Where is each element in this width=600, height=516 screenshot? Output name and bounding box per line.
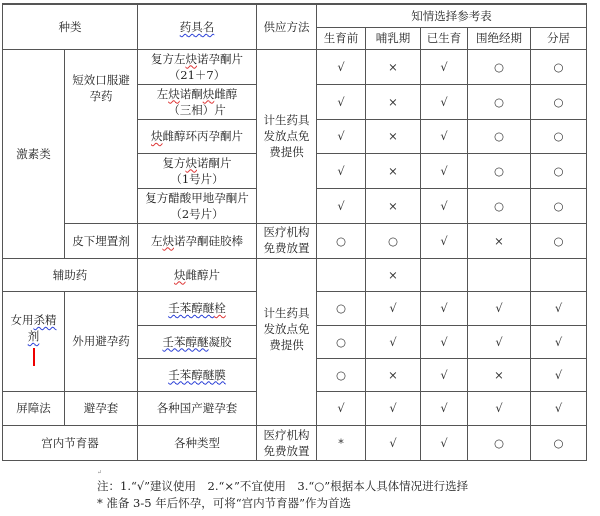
drug-name: 左炔诺孕酮硅胶棒 bbox=[138, 223, 257, 258]
header-category: 种类 bbox=[3, 4, 138, 49]
mark-cell: √ bbox=[421, 358, 468, 391]
mark-cell: √ bbox=[421, 153, 468, 188]
drug-name: 复方炔诺酮片 （1号片） bbox=[138, 153, 257, 188]
mark-cell: √ bbox=[531, 325, 587, 358]
mark-cell: × bbox=[366, 49, 421, 84]
mark-cell bbox=[468, 258, 531, 291]
mark-cell: √ bbox=[421, 49, 468, 84]
mark-cell: √ bbox=[317, 84, 366, 119]
col-separated: 分居 bbox=[531, 27, 587, 49]
mark-cell: * bbox=[317, 425, 366, 460]
mark-cell: × bbox=[468, 223, 531, 258]
mark-cell: √ bbox=[366, 425, 421, 460]
supply-family-planning: 计生药具 发放点免 费提供 bbox=[257, 49, 317, 223]
mark-cell: √ bbox=[421, 291, 468, 325]
supply-medical-2: 医疗机构 免费放置 bbox=[257, 425, 317, 460]
mark-cell bbox=[421, 258, 468, 291]
mark-cell: √ bbox=[317, 188, 366, 223]
mark-cell: ○ bbox=[468, 425, 531, 460]
supply-family-planning-2: 计生药具 发放点免 费提供 bbox=[257, 258, 317, 425]
mark-cell: ○ bbox=[531, 84, 587, 119]
col-perimenopause: 围绝经期 bbox=[468, 27, 531, 49]
note-iud: * 准备 3-5 年后怀孕，可将“宫内节育器”作为首选 bbox=[97, 496, 351, 510]
col-lactation: 哺乳期 bbox=[366, 27, 421, 49]
mark-cell: √ bbox=[421, 325, 468, 358]
group-short-oral: 短效口服避 孕药 bbox=[65, 49, 138, 223]
mark-cell: × bbox=[366, 258, 421, 291]
mark-cell: ○ bbox=[468, 49, 531, 84]
mark-cell: × bbox=[366, 84, 421, 119]
supply-medical: 医疗机构 免费放置 bbox=[257, 223, 317, 258]
mark-cell: √ bbox=[468, 291, 531, 325]
mark-cell: √ bbox=[317, 49, 366, 84]
group-auxiliary: 辅助药 bbox=[3, 258, 138, 291]
mark-cell: √ bbox=[421, 425, 468, 460]
mark-cell: ○ bbox=[317, 358, 366, 391]
table-row bbox=[3, 258, 587, 291]
mark-cell: ○ bbox=[531, 119, 587, 153]
mark-cell: √ bbox=[468, 325, 531, 358]
col-post-birth: 已生育 bbox=[421, 27, 468, 49]
mark-cell: × bbox=[366, 119, 421, 153]
group-implant: 皮下埋置剂 bbox=[65, 223, 138, 258]
text-cursor bbox=[33, 348, 35, 366]
group-barrier: 屏障法 bbox=[3, 391, 65, 425]
drug-name: 壬苯醇醚栓 bbox=[138, 291, 257, 325]
drug-name: 炔雌醇片 bbox=[138, 258, 257, 291]
mark-cell: ○ bbox=[468, 153, 531, 188]
col-before-birth: 生育前 bbox=[317, 27, 366, 49]
note-legend: 注：1.“√”建议使用 2.“×”不宜使用 3.“○”根据本人具体情况进行选择 bbox=[97, 479, 469, 493]
paragraph-mark: ↵ bbox=[97, 469, 103, 476]
mark-cell: √ bbox=[531, 391, 587, 425]
mark-cell: ○ bbox=[468, 84, 531, 119]
mark-cell: ○ bbox=[366, 223, 421, 258]
header-reference-title: 知情选择参考表 bbox=[317, 4, 587, 27]
mark-cell: √ bbox=[317, 119, 366, 153]
mark-cell: √ bbox=[531, 291, 587, 325]
mark-cell: √ bbox=[468, 391, 531, 425]
drug-name: 各种类型 bbox=[138, 425, 257, 460]
header-drug-name: 药具名 bbox=[138, 4, 257, 49]
mark-cell: × bbox=[468, 358, 531, 391]
table-row bbox=[3, 49, 587, 84]
mark-cell: ○ bbox=[531, 153, 587, 188]
drug-name: 复方左炔诺孕酮片 （21＋7） bbox=[138, 49, 257, 84]
group-condom: 避孕套 bbox=[65, 391, 138, 425]
mark-cell: √ bbox=[421, 119, 468, 153]
mark-cell: × bbox=[366, 153, 421, 188]
mark-cell: ○ bbox=[317, 325, 366, 358]
drug-name: 复方醋酸甲地孕酮片 （2号片） bbox=[138, 188, 257, 223]
mark-cell: ○ bbox=[531, 223, 587, 258]
table-row bbox=[3, 223, 587, 258]
mark-cell bbox=[531, 258, 587, 291]
mark-cell: √ bbox=[366, 325, 421, 358]
mark-cell: √ bbox=[366, 391, 421, 425]
drug-name: 壬苯醇醚膜 bbox=[138, 358, 257, 391]
mark-cell: ○ bbox=[531, 188, 587, 223]
mark-cell: ○ bbox=[317, 291, 366, 325]
mark-cell: × bbox=[366, 188, 421, 223]
mark-cell: √ bbox=[421, 391, 468, 425]
group-iud: 宫内节育器 bbox=[3, 425, 138, 460]
group-external: 外用避孕药 bbox=[65, 291, 138, 391]
contraceptive-reference-table bbox=[2, 3, 587, 461]
group-spermicide: 女用杀精 剂 bbox=[3, 291, 65, 391]
mark-cell: × bbox=[366, 358, 421, 391]
header-supply: 供应方法 bbox=[257, 4, 317, 49]
mark-cell: √ bbox=[531, 358, 587, 391]
table-row bbox=[3, 425, 587, 460]
drug-name: 炔雌醇环丙孕酮片 bbox=[138, 119, 257, 153]
mark-cell: √ bbox=[421, 223, 468, 258]
mark-cell: √ bbox=[317, 153, 366, 188]
mark-cell: √ bbox=[366, 291, 421, 325]
mark-cell: ○ bbox=[468, 188, 531, 223]
mark-cell: ○ bbox=[468, 119, 531, 153]
mark-cell: ○ bbox=[531, 425, 587, 460]
mark-cell: ○ bbox=[531, 49, 587, 84]
drug-name: 各种国产避孕套 bbox=[138, 391, 257, 425]
mark-cell: ○ bbox=[317, 223, 366, 258]
mark-cell: √ bbox=[421, 84, 468, 119]
drug-name: 左炔诺酮炔雌醇 （三相）片 bbox=[138, 84, 257, 119]
notes bbox=[97, 470, 468, 512]
mark-cell bbox=[317, 258, 366, 291]
mark-cell: √ bbox=[317, 391, 366, 425]
mark-cell: √ bbox=[421, 188, 468, 223]
drug-name: 壬苯醇醚凝胶 bbox=[138, 325, 257, 358]
group-hormone: 激素类 bbox=[3, 49, 65, 258]
